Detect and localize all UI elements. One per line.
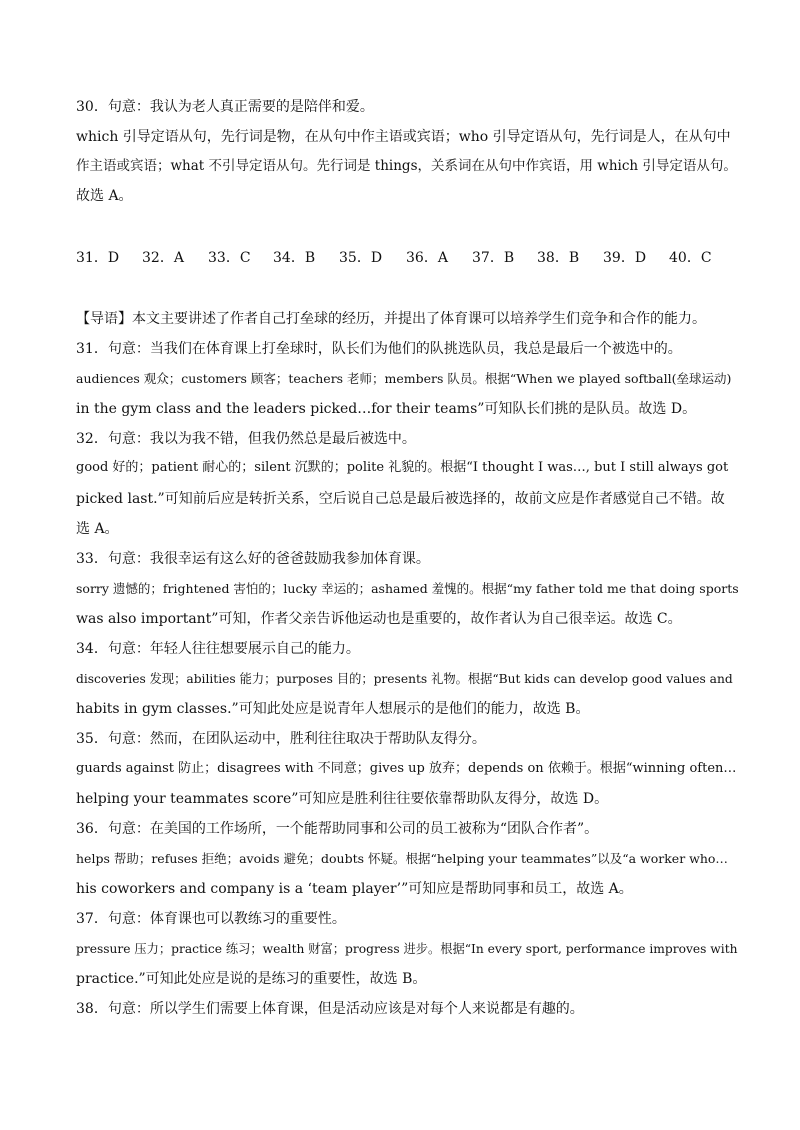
q33-title: 33．句意：我很幸运有这么好的爸爸鼓励我参加体育课。 <box>76 551 430 567</box>
q36-title: 36．句意：在美国的工作场所，一个能帮助同事和公司的员工被称为“团队合作者”。 <box>76 821 599 837</box>
answer-item: 31．D <box>76 250 120 266</box>
q34-explanation-line: discoveries 发现；abilities 能力；purposes 目的；presents 礼物。根据“But kids can develop good values and <box>76 672 733 686</box>
q34-title: 34．句意：年轻人往往想要展示自己的能力。 <box>76 641 360 657</box>
q32-explanation-line: 选 A。 <box>76 521 119 537</box>
q30-explanation-line: which 引导定语从句，先行词是物，在从句中作主语或宾语；who 引导定语从句，先行词是人，在从句中 <box>76 129 731 145</box>
q31-explanation-line: audiences 观众；customers 顾客；teachers 老师；members 队员。根据“When we played softball(垒球运动) <box>76 371 732 386</box>
q32-explanation-line: good 好的；patient 耐心的；silent 沉默的；polite 礼貌的。根据“I thought I was…, but I still always got <box>76 460 729 475</box>
q30-explanation-line: 故选 A。 <box>76 188 133 204</box>
answer-item: 37．B <box>472 250 515 266</box>
q30-explanation-line: 作主语或宾语；what 不引导定语从句。先行词是 things，关系词在从句中作宾语，用 which 引导定语从句。 <box>76 158 737 174</box>
q33-explanation-line: sorry 遗憾的；frightened 害怕的；lucky 幸运的；ashamed 羞愧的。根据“my father told me that doing sports <box>76 581 739 596</box>
q32-title: 32．句意：我以为我不错，但我仍然总是最后被选中。 <box>76 431 416 447</box>
q36-explanation-line: helps 帮助；refuses 拒绝；avoids 避免；doubts 怀疑。根据“helping your teammates”以及“a worker who… <box>76 851 728 866</box>
guide-paragraph: 【导语】本文主要讲述了作者自己打垒球的经历，并提出了体育课可以培养学生们竞争和合作的能力。 <box>76 311 706 327</box>
q36-explanation-line: his coworkers and company is a ‘team player’”可知应是帮助同事和员工，故选 A。 <box>76 881 633 897</box>
answer-item: 40．C <box>669 250 712 266</box>
answer-item: 33．C <box>208 250 251 266</box>
q37-title: 37．句意：体育课也可以教练习的重要性。 <box>76 911 346 927</box>
q35-explanation-line: helping your teammates score”可知应是胜利往往要依靠帮助队友得分，故选 D。 <box>76 791 609 807</box>
q38-title: 38．句意：所以学生们需要上体育课，但是活动应该是对每个人来说都是有趣的。 <box>76 1001 584 1017</box>
answer-item: 35．D <box>339 250 383 266</box>
answer-item: 39．D <box>603 250 647 266</box>
answer-item: 34．B <box>273 250 316 266</box>
q31-explanation-line: in the gym class and the leaders picked…for their teams”可知队长们挑的是队员。故选 D。 <box>76 401 697 417</box>
q30-title: 30．句意：我认为老人真正需要的是陪伴和爱。 <box>76 99 374 115</box>
answer-item: 36．A <box>406 250 448 266</box>
q31-title: 31．句意：当我们在体育课上打垒球时，队长们为他们的队挑选队员，我总是最后一个被选中的。 <box>76 341 682 357</box>
answer-item: 38．B <box>537 250 580 266</box>
q33-explanation-line: was also important”可知，作者父亲告诉他运动也是重要的，故作者认为自己很幸运。故选 C。 <box>76 611 682 627</box>
q34-explanation-line: habits in gym classes.”可知此处应是说青年人想展示的是他们的能力，故选 B。 <box>76 701 590 717</box>
q35-explanation-line: guards against 防止；disagrees with 不同意；gives up 放弃；depends on 依赖于。根据“winning often… <box>76 761 737 776</box>
q32-explanation-line: picked last.”可知前后应是转折关系，空后说自己总是最后被选择的，故前文应是作者感觉自己不错。故 <box>76 491 725 507</box>
answer-item: 32．A <box>142 250 184 266</box>
q35-title: 35．句意：然而，在团队运动中，胜利往往取决于帮助队友得分。 <box>76 731 486 747</box>
q37-explanation-line: pressure 压力；practice 练习；wealth 财富；progress 进步。根据“In every sport, performance improves with <box>76 942 738 956</box>
q37-explanation-line: practice.”可知此处应是说的是练习的重要性，故选 B。 <box>76 971 427 987</box>
